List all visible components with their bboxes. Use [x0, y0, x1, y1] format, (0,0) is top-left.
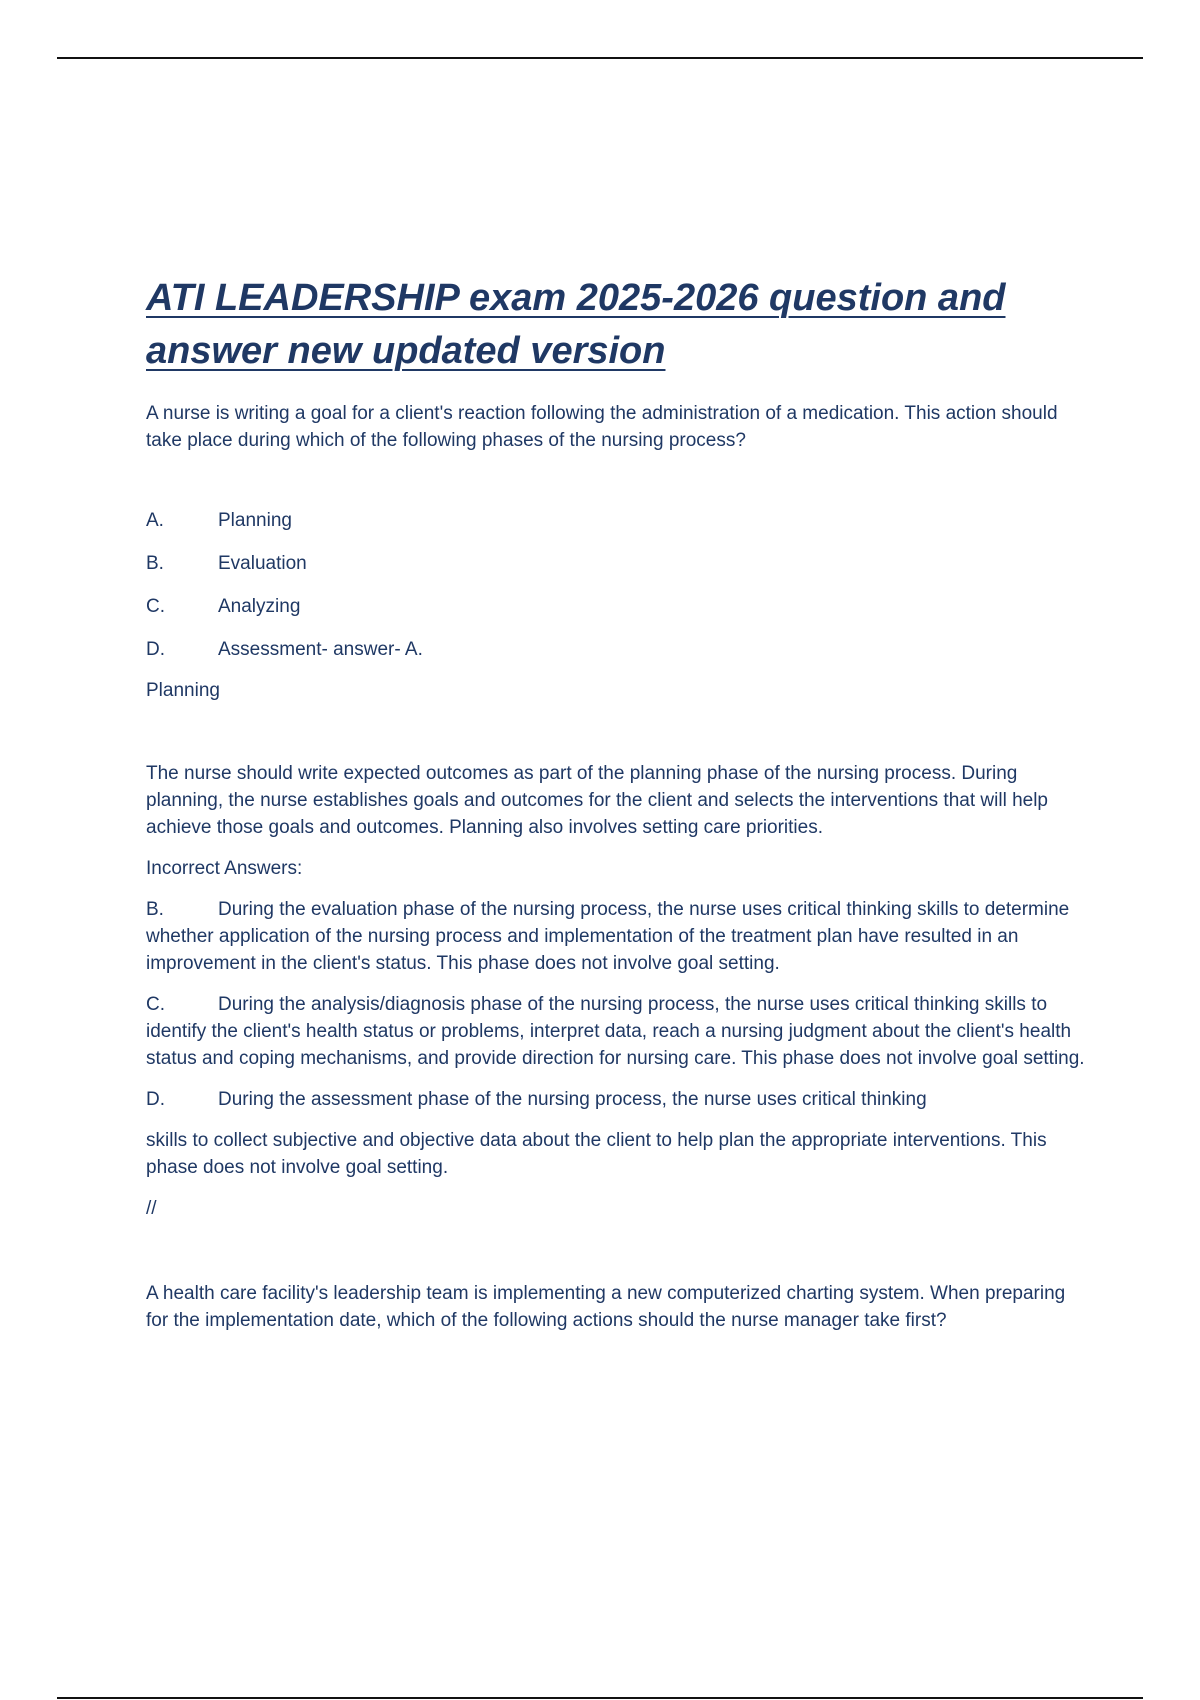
reason-text: During the assessment phase of the nursing process, the nurse uses critical thinking — [218, 1089, 927, 1110]
incorrect-answers-heading: Incorrect Answers: — [146, 858, 303, 879]
top-rule — [57, 57, 1143, 59]
option-letter: D. — [146, 639, 165, 660]
question-2-stem: A health care facility's leadership team is implementing a new computerized charting system. When preparing for the implementation date, which of the following actions should the nurse manager take first? — [146, 1283, 1066, 1331]
document-body — [146, 272, 1086, 1387]
option-letter: B. — [146, 553, 164, 574]
incorrect-reason-c — [146, 991, 1086, 1072]
option-d — [146, 636, 1086, 663]
option-a — [146, 507, 1086, 534]
answer-continuation: Planning — [146, 680, 220, 701]
question-1-stem: A nurse is writing a goal for a client's reaction following the administration of a medication. This action should take place during which of the following phases of the nursing process? — [146, 403, 1058, 451]
option-letter: C. — [146, 596, 165, 617]
option-text: Assessment- answer- A. — [218, 639, 423, 660]
reason-letter: B. — [146, 899, 164, 920]
question-separator: // — [146, 1198, 157, 1219]
answer-explanation: The nurse should write expected outcomes as part of the planning phase of the nursing process. During planning, the nurse establishes goals and outcomes for the client and selects the interventions that will help achieve those goals and outcomes. Planning also involves setting care priorities. — [146, 763, 1048, 838]
reason-letter: C. — [146, 994, 165, 1015]
option-text: Planning — [218, 510, 292, 531]
reason-letter: D. — [146, 1089, 165, 1110]
option-c — [146, 593, 1086, 620]
incorrect-reason-d-continued: skills to collect subjective and objective data about the client to help plan the appropriate interventions. This phase does not involve goal setting. — [146, 1130, 1047, 1178]
bottom-rule — [57, 1697, 1143, 1699]
document-title: ATI LEADERSHIP exam 2025-2026 question and answer new updated version — [146, 277, 1006, 372]
option-text: Evaluation — [218, 553, 307, 574]
incorrect-reason-d — [146, 1086, 1086, 1113]
option-letter: A. — [146, 510, 164, 531]
option-b — [146, 550, 1086, 577]
incorrect-reason-b — [146, 896, 1086, 977]
question-1-options — [146, 507, 1086, 663]
reason-text: During the evaluation phase of the nursing process, the nurse uses critical thinking skills to determine whether application of the nursing process and implementation of the treatment plan have resulted in an improvement in the client's status. This phase does not involve goal setting. — [146, 899, 1070, 974]
reason-text: During the analysis/diagnosis phase of the nursing process, the nurse uses critical thinking skills to identify the client's health status or problems, interpret data, reach a nursing judgment about the client's health status and coping mechanisms, and provide direction for nursing care. This phase does not involve goal setting. — [146, 994, 1085, 1069]
option-text: Analyzing — [218, 596, 301, 617]
